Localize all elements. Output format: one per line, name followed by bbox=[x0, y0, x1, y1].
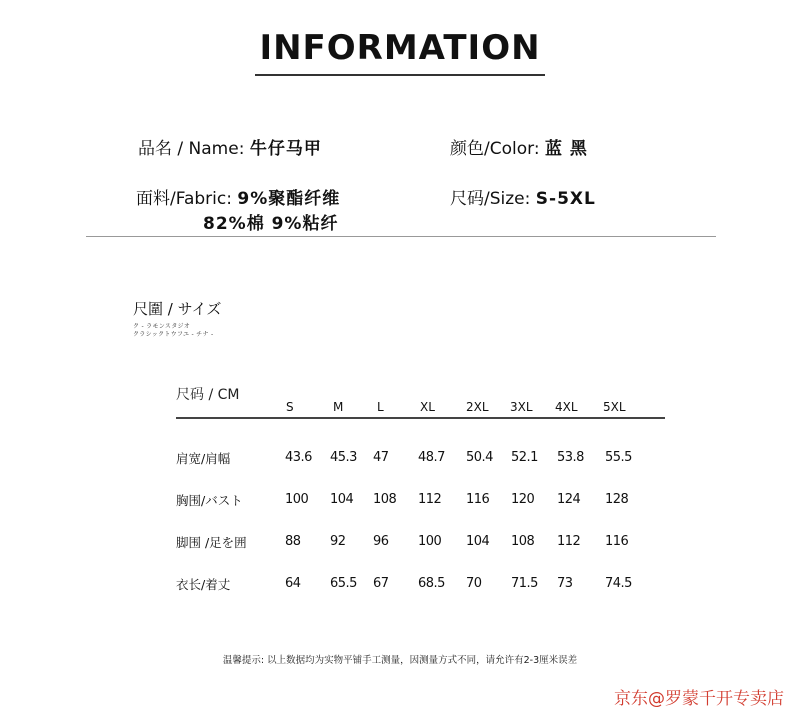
row-label: 肩宽/肩幅 bbox=[176, 451, 231, 466]
table-cell: 43.6 bbox=[285, 450, 312, 465]
table-cell: 100 bbox=[285, 492, 309, 507]
section-divider bbox=[86, 236, 716, 237]
table-cell: 67 bbox=[373, 576, 389, 591]
table-cell: 73 bbox=[557, 576, 573, 591]
page-title: INFORMATION bbox=[259, 28, 541, 68]
col-header-xl: XL bbox=[420, 400, 435, 414]
table-header-rule bbox=[176, 417, 665, 419]
table-cell: 112 bbox=[557, 534, 581, 549]
info-color bbox=[450, 134, 588, 159]
table-cell: 128 bbox=[605, 492, 629, 507]
table-cell: 88 bbox=[285, 534, 301, 549]
table-cell: 124 bbox=[557, 492, 581, 507]
table-cell: 108 bbox=[511, 534, 535, 549]
table-cell: 74.5 bbox=[605, 576, 632, 591]
table-cell: 116 bbox=[605, 534, 629, 549]
row-label: 胸围/バスト bbox=[176, 493, 243, 508]
size-subheading-2: クラシックトウフユ - チナ - bbox=[133, 331, 214, 338]
size-subheading-1: ク - ラモンスタジオ bbox=[133, 323, 191, 330]
col-header-3xl: 3XL bbox=[510, 400, 533, 414]
col-header-s: S bbox=[286, 400, 294, 414]
table-cell: 71.5 bbox=[511, 576, 538, 591]
color-label: 颜色/Color: bbox=[450, 139, 540, 159]
table-cell: 108 bbox=[373, 492, 397, 507]
size-label: 尺码/Size: bbox=[450, 189, 531, 209]
info-name bbox=[138, 134, 322, 159]
name-value: 牛仔马甲 bbox=[249, 139, 322, 159]
table-cell: 65.5 bbox=[330, 576, 357, 591]
table-cell: 50.4 bbox=[466, 450, 493, 465]
name-label: 品名 / Name: bbox=[138, 139, 245, 159]
table-cell: 116 bbox=[466, 492, 490, 507]
table-cell: 53.8 bbox=[557, 450, 584, 465]
color-value: 蓝 黑 bbox=[544, 139, 588, 159]
col-header-2xl: 2XL bbox=[466, 400, 489, 414]
table-cell: 52.1 bbox=[511, 450, 538, 465]
size-value: S-5XL bbox=[535, 189, 596, 209]
table-unit-label: 尺码 / CM bbox=[176, 387, 240, 403]
table-cell: 70 bbox=[466, 576, 482, 591]
table-cell: 64 bbox=[285, 576, 301, 591]
table-cell: 112 bbox=[418, 492, 442, 507]
table-cell: 92 bbox=[330, 534, 346, 549]
table-cell: 47 bbox=[373, 450, 389, 465]
size-heading: 尺圍 / サイズ bbox=[133, 300, 222, 318]
table-cell: 104 bbox=[330, 492, 354, 507]
row-label: 脚围 /足を囲 bbox=[176, 535, 247, 550]
table-cell: 100 bbox=[418, 534, 442, 549]
info-fabric bbox=[136, 184, 340, 209]
col-header-m: M bbox=[333, 400, 344, 414]
table-cell: 48.7 bbox=[418, 450, 445, 465]
info-fabric-line2 bbox=[203, 209, 338, 234]
row-label: 衣长/着丈 bbox=[176, 577, 231, 592]
fabric-value-1: 9%聚酯纤维 bbox=[237, 189, 341, 209]
col-header-5xl: 5XL bbox=[603, 400, 626, 414]
col-header-l: L bbox=[377, 400, 384, 414]
measurement-note: 温馨提示: 以上数据均为实物平铺手工测量，因测量方式不同，请允许有2-3厘米误差 bbox=[222, 655, 578, 666]
table-cell: 45.3 bbox=[330, 450, 357, 465]
col-header-4xl: 4XL bbox=[555, 400, 578, 414]
table-cell: 96 bbox=[373, 534, 389, 549]
info-size bbox=[450, 184, 596, 209]
table-cell: 104 bbox=[466, 534, 490, 549]
title-underline bbox=[255, 74, 545, 76]
table-cell: 55.5 bbox=[605, 450, 632, 465]
fabric-label: 面料/Fabric: bbox=[136, 189, 232, 209]
store-watermark: 京东@罗蒙千开专卖店 bbox=[614, 689, 784, 709]
table-cell: 120 bbox=[511, 492, 535, 507]
table-cell: 68.5 bbox=[418, 576, 445, 591]
fabric-value-2: 82%棉 9%粘纤 bbox=[203, 214, 339, 234]
